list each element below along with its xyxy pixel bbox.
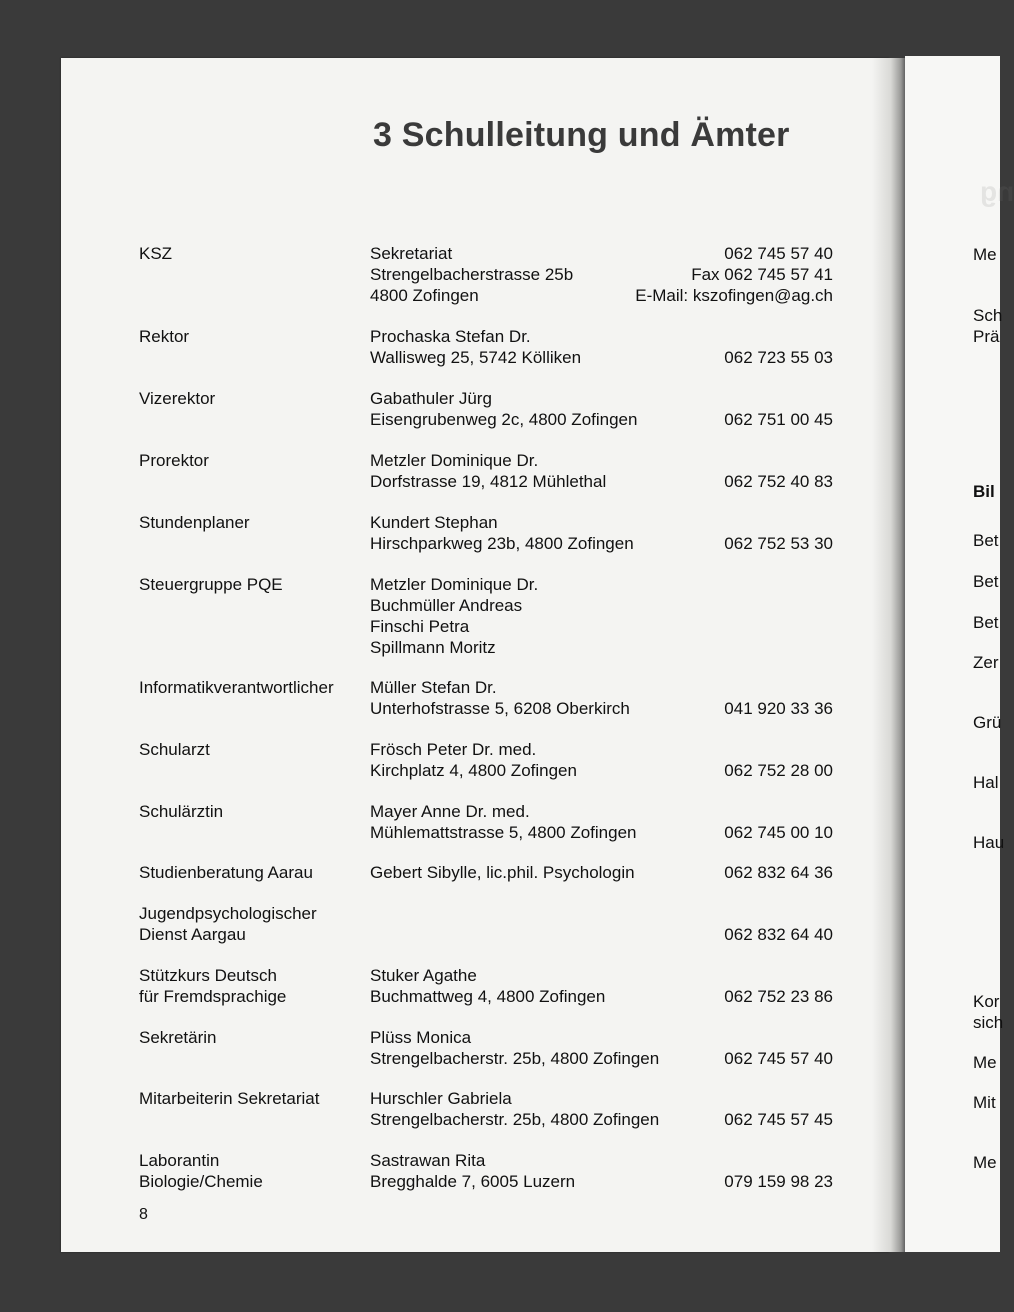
entry-role-line: Mitarbeiterin Sekretariat (139, 1089, 320, 1108)
entry-role-line: Dienst Aargau (139, 925, 246, 944)
entry-details-line: Buchmattweg 4, 4800 Zofingen (370, 987, 606, 1006)
entry-details-line: Müller Stefan Dr. (370, 678, 497, 697)
entry-details-line: Strengelbacherstrasse 25b (370, 265, 574, 284)
entry-contact (580, 1150, 833, 1192)
page-title: 3 Schulleitung und Ämter (373, 116, 790, 154)
entry-details-line: Spillmann Moritz (370, 638, 496, 657)
page-number: 8 (139, 1206, 148, 1223)
entry-role (139, 243, 364, 264)
entry-contact-line (580, 965, 833, 986)
entry-details-line: Sekretariat (370, 244, 453, 263)
entry-role-line: Prorektor (139, 451, 209, 470)
entry-contact-line: 062 745 57 40 (724, 1049, 833, 1068)
entry-role (139, 1027, 364, 1048)
entry-contact (580, 965, 833, 1007)
entry-contact-line: 062 752 23 86 (724, 987, 833, 1006)
entry-details-line: Gebert Sibylle, lic.phil. Psychologin (370, 863, 635, 882)
facing-page-fragment: Prä (973, 327, 1000, 346)
entry-role-line: Laborantin (139, 1151, 220, 1170)
entry-details-line: Buchmüller Andreas (370, 596, 523, 615)
entry-contact-line (580, 1088, 833, 1109)
entry-contact-line: Fax 062 745 57 41 (691, 265, 833, 284)
entry-contact-line: 062 745 00 10 (724, 823, 833, 842)
entry-role-line: Informatikverantwortlicher (139, 678, 334, 697)
entry-contact-line: 062 745 57 40 (724, 244, 833, 263)
facing-page-fragment: Hal (973, 773, 999, 792)
entry-role-line: Jugendpsychologischer (139, 904, 317, 923)
entry-details-line: Dorfstrasse 19, 4812 Mühlethal (370, 472, 607, 491)
entry-contact (580, 801, 833, 843)
entry-details-line: Plüss Monica (370, 1028, 472, 1047)
entry-contact (580, 450, 833, 492)
entry-contact (580, 903, 833, 945)
entry-details-line: Sastrawan Rita (370, 1151, 486, 1170)
facing-page-fragment: Mit (973, 1093, 996, 1112)
entry-details-line: Hurschler Gabriela (370, 1089, 512, 1108)
entry-contact (580, 388, 833, 430)
entry-details-line: Wallisweg 25, 5742 Kölliken (370, 348, 582, 367)
entry-contact-line: 062 752 53 30 (724, 534, 833, 553)
entry-contact-line (580, 801, 833, 822)
entry-details-line: Mühlemattstrasse 5, 4800 Zofingen (370, 823, 637, 842)
entry-role (139, 739, 364, 760)
entry-details-line: 4800 Zofingen (370, 286, 479, 305)
entry-contact-line (580, 739, 833, 760)
entry-contact-line: 062 751 00 45 (724, 410, 833, 429)
background (0, 0, 1000, 58)
bleed-through-title: ng (980, 176, 1014, 207)
facing-page-fragment: Bet (973, 613, 999, 632)
entry-role-line: Schulärztin (139, 802, 224, 821)
entry-contact (580, 862, 833, 883)
entry-contact (580, 326, 833, 368)
facing-page-fragment: Me (973, 1053, 997, 1072)
entry-role (139, 388, 364, 409)
facing-page-fragment: Bet (973, 531, 999, 550)
entry-role-line: Studienberatung Aarau (139, 863, 313, 882)
entry-details-line: Bregghalde 7, 6005 Luzern (370, 1172, 576, 1191)
entry-contact-line: 062 832 64 40 (724, 925, 833, 944)
entry-contact (580, 677, 833, 719)
facing-page-fragment: Kor (973, 992, 1000, 1011)
entry-role (139, 801, 364, 822)
entry-contact (580, 1027, 833, 1069)
entry-details-line: Gabathuler Jürg (370, 389, 492, 408)
entry-details-line: Kundert Stephan (370, 513, 498, 532)
entry-contact (580, 739, 833, 781)
facing-page-fragment: Bil (973, 482, 995, 501)
entry-details-line: Strengelbacherstr. 25b, 4800 Zofingen (370, 1110, 660, 1129)
entry-details-line: Unterhofstrasse 5, 6208 Oberkirch (370, 699, 630, 718)
facing-page-fragment: Grü (973, 713, 1002, 732)
entry-contact-line: E-Mail: kszofingen@ag.ch (635, 286, 833, 305)
entry-role-line: Steuergruppe PQE (139, 575, 283, 594)
entry-details-line: Strengelbacherstr. 25b, 4800 Zofingen (370, 1049, 660, 1068)
facing-page-fragment: sich (973, 1013, 1004, 1032)
entry-role-line: Rektor (139, 327, 190, 346)
entry-contact-line: 062 745 57 45 (724, 1110, 833, 1129)
entry-details-line: Prochaska Stefan Dr. (370, 327, 531, 346)
entry-role (139, 965, 364, 1007)
facing-page-fragment: Bet (973, 572, 999, 591)
facing-page-fragment: Zer (973, 653, 999, 672)
entry-details-line: Kirchplatz 4, 4800 Zofingen (370, 761, 577, 780)
entry-role-line: KSZ (139, 244, 173, 263)
entry-contact (580, 243, 833, 306)
entry-contact-line: 062 752 40 83 (724, 472, 833, 491)
entry-contact (580, 1088, 833, 1130)
entry-details-line: Frösch Peter Dr. med. (370, 740, 537, 759)
facing-page-fragment: Sch (973, 306, 1003, 325)
entry-details-line: Stuker Agathe (370, 966, 477, 985)
entry-contact-line (580, 388, 833, 409)
facing-page-fragment: Me (973, 1153, 997, 1172)
entry-contact-line: 041 920 33 36 (724, 699, 833, 718)
entry-contact-line: 062 832 64 36 (724, 863, 833, 882)
entry-contact-line (580, 512, 833, 533)
entry-role-line: Vizerektor (139, 389, 216, 408)
entry-role-line: Stützkurs Deutsch (139, 966, 277, 985)
entry-role (139, 862, 364, 883)
entry-role (139, 1150, 364, 1192)
entry-role-line: für Fremdsprachige (139, 987, 287, 1006)
entry-contact-line (580, 326, 833, 347)
entry-role (139, 903, 364, 945)
entry-role-line: Biologie/Chemie (139, 1172, 263, 1191)
entry-contact-line (580, 1150, 833, 1171)
entry-role-line: Sekretärin (139, 1028, 217, 1047)
entry-role (139, 1088, 364, 1109)
entry-role (139, 450, 364, 471)
facing-page-fragment: Me (973, 245, 997, 264)
entry-role (139, 512, 364, 533)
entry-details-line: Eisengrubenweg 2c, 4800 Zofingen (370, 410, 638, 429)
entry-role-line: Stundenplaner (139, 513, 250, 532)
entry-details-line: Hirschparkweg 23b, 4800 Zofingen (370, 534, 634, 553)
entry-contact-line (580, 677, 833, 698)
entry-contact-line: 079 159 98 23 (724, 1172, 833, 1191)
entry-details-line: Finschi Petra (370, 617, 470, 636)
entry-contact-line (580, 903, 833, 924)
entry-contact-line: 062 752 28 00 (724, 761, 833, 780)
entry-details-line: Metzler Dominique Dr. (370, 575, 539, 594)
entry-contact-line (580, 1027, 833, 1048)
entry-details-line: Metzler Dominique Dr. (370, 451, 539, 470)
entry-role (139, 326, 364, 347)
book-gutter (872, 58, 906, 1252)
entry-details-line: Mayer Anne Dr. med. (370, 802, 530, 821)
entry-role (139, 677, 364, 698)
entry-contact-line: 062 723 55 03 (724, 348, 833, 367)
entry-role-line: Schularzt (139, 740, 210, 759)
entry-details (370, 574, 730, 658)
facing-page-fragment: Hau (973, 833, 1005, 852)
entry-contact (580, 512, 833, 554)
entry-role (139, 574, 364, 595)
entry-contact-line (580, 450, 833, 471)
